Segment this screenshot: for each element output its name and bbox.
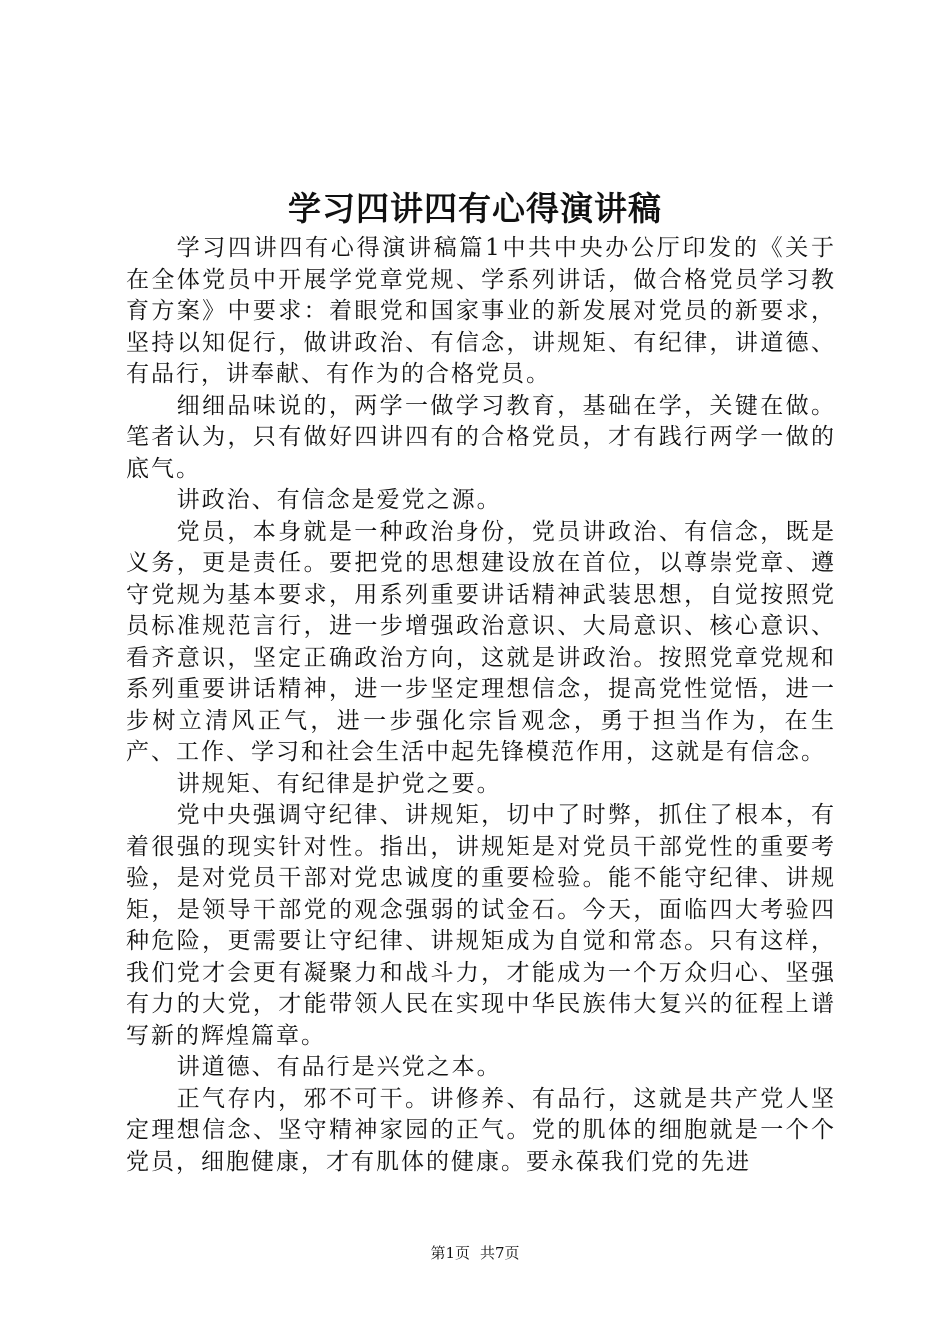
page-total: 共7页 (480, 1244, 520, 1262)
section-heading-politics: 讲政治、有信念是爱党之源。 (176, 487, 502, 513)
document-body (126, 233, 836, 1178)
paragraph-intro: 学习四讲四有心得演讲稿篇1中共中央办公厅印发的《关于在全体党员中开展学党章党规、学系列讲话，做合格党员学习教育方案》中要求：着眼党和国家事业的新发展对党员的新要求，坚持以知促行，做讲政治、有信念，讲规矩、有纪律，讲道德、有品行，讲奉献、有作为的合格党员。 (126, 235, 836, 387)
section-heading-rules: 讲规矩、有纪律是护党之要。 (176, 770, 502, 797)
document-title: 学习四讲四有心得演讲稿 (288, 189, 662, 228)
paragraph-politics: 党员，本身就是一种政治身份，党员讲政治、有信念，既是义务，更是责任。要把党的思想建设放在首位，以尊崇党章、遵守党规为基本要求，用系列重要讲话精神武装思想，自觉按照党员标准规范言行，进一步增强政治意识、大局意识、核心意识、看齐意识，坚定正确政治方向，这就是讲政治。按照党章党规和系列重要讲话精神，进一步坚定理想信念，提高党性觉悟，进一步树立清风正气，进一步强化宗旨观念，勇于担当作为，在生产、工作、学习和社会生活中起先锋模范作用，这就是有信念。 (126, 518, 836, 765)
paragraph-rules: 党中央强调守纪律、讲规矩，切中了时弊，抓住了根本，有着很强的现实针对性。指出，讲规矩是对党员干部党性的重要考验，是对党员干部对党忠诚度的重要检验。能不能守纪律、讲规矩，是领导干部党的观念强弱的试金石。今天，面临四大考验四种危险，更需要让守纪律、讲规矩成为自觉和常态。只有这样，我们党才会更有凝聚力和战斗力，才能成为一个万众归心、坚强有力的大党，才能带领人民在实现中华民族伟大复兴的征程上谱写新的辉煌篇章。 (126, 802, 836, 1049)
paragraph-reflection: 细细品味说的，两学一做学习教育，基础在学，关键在做。笔者认为，只有做好四讲四有的合格党员，才有践行两学一做的底气。 (126, 392, 836, 482)
page-number: 第1页 (430, 1244, 470, 1262)
paragraph-morality: 正气存内，邪不可干。讲修养、有品行，这就是共产党人坚定理想信念、坚守精神家园的正气。党的肌体的细胞就是一个个党员，细胞健康，才有肌体的健康。要永葆我们党的先进 (126, 1085, 836, 1175)
section-heading-morality: 讲道德、有品行是兴党之本。 (176, 1054, 502, 1080)
page-footer (0, 1243, 950, 1263)
